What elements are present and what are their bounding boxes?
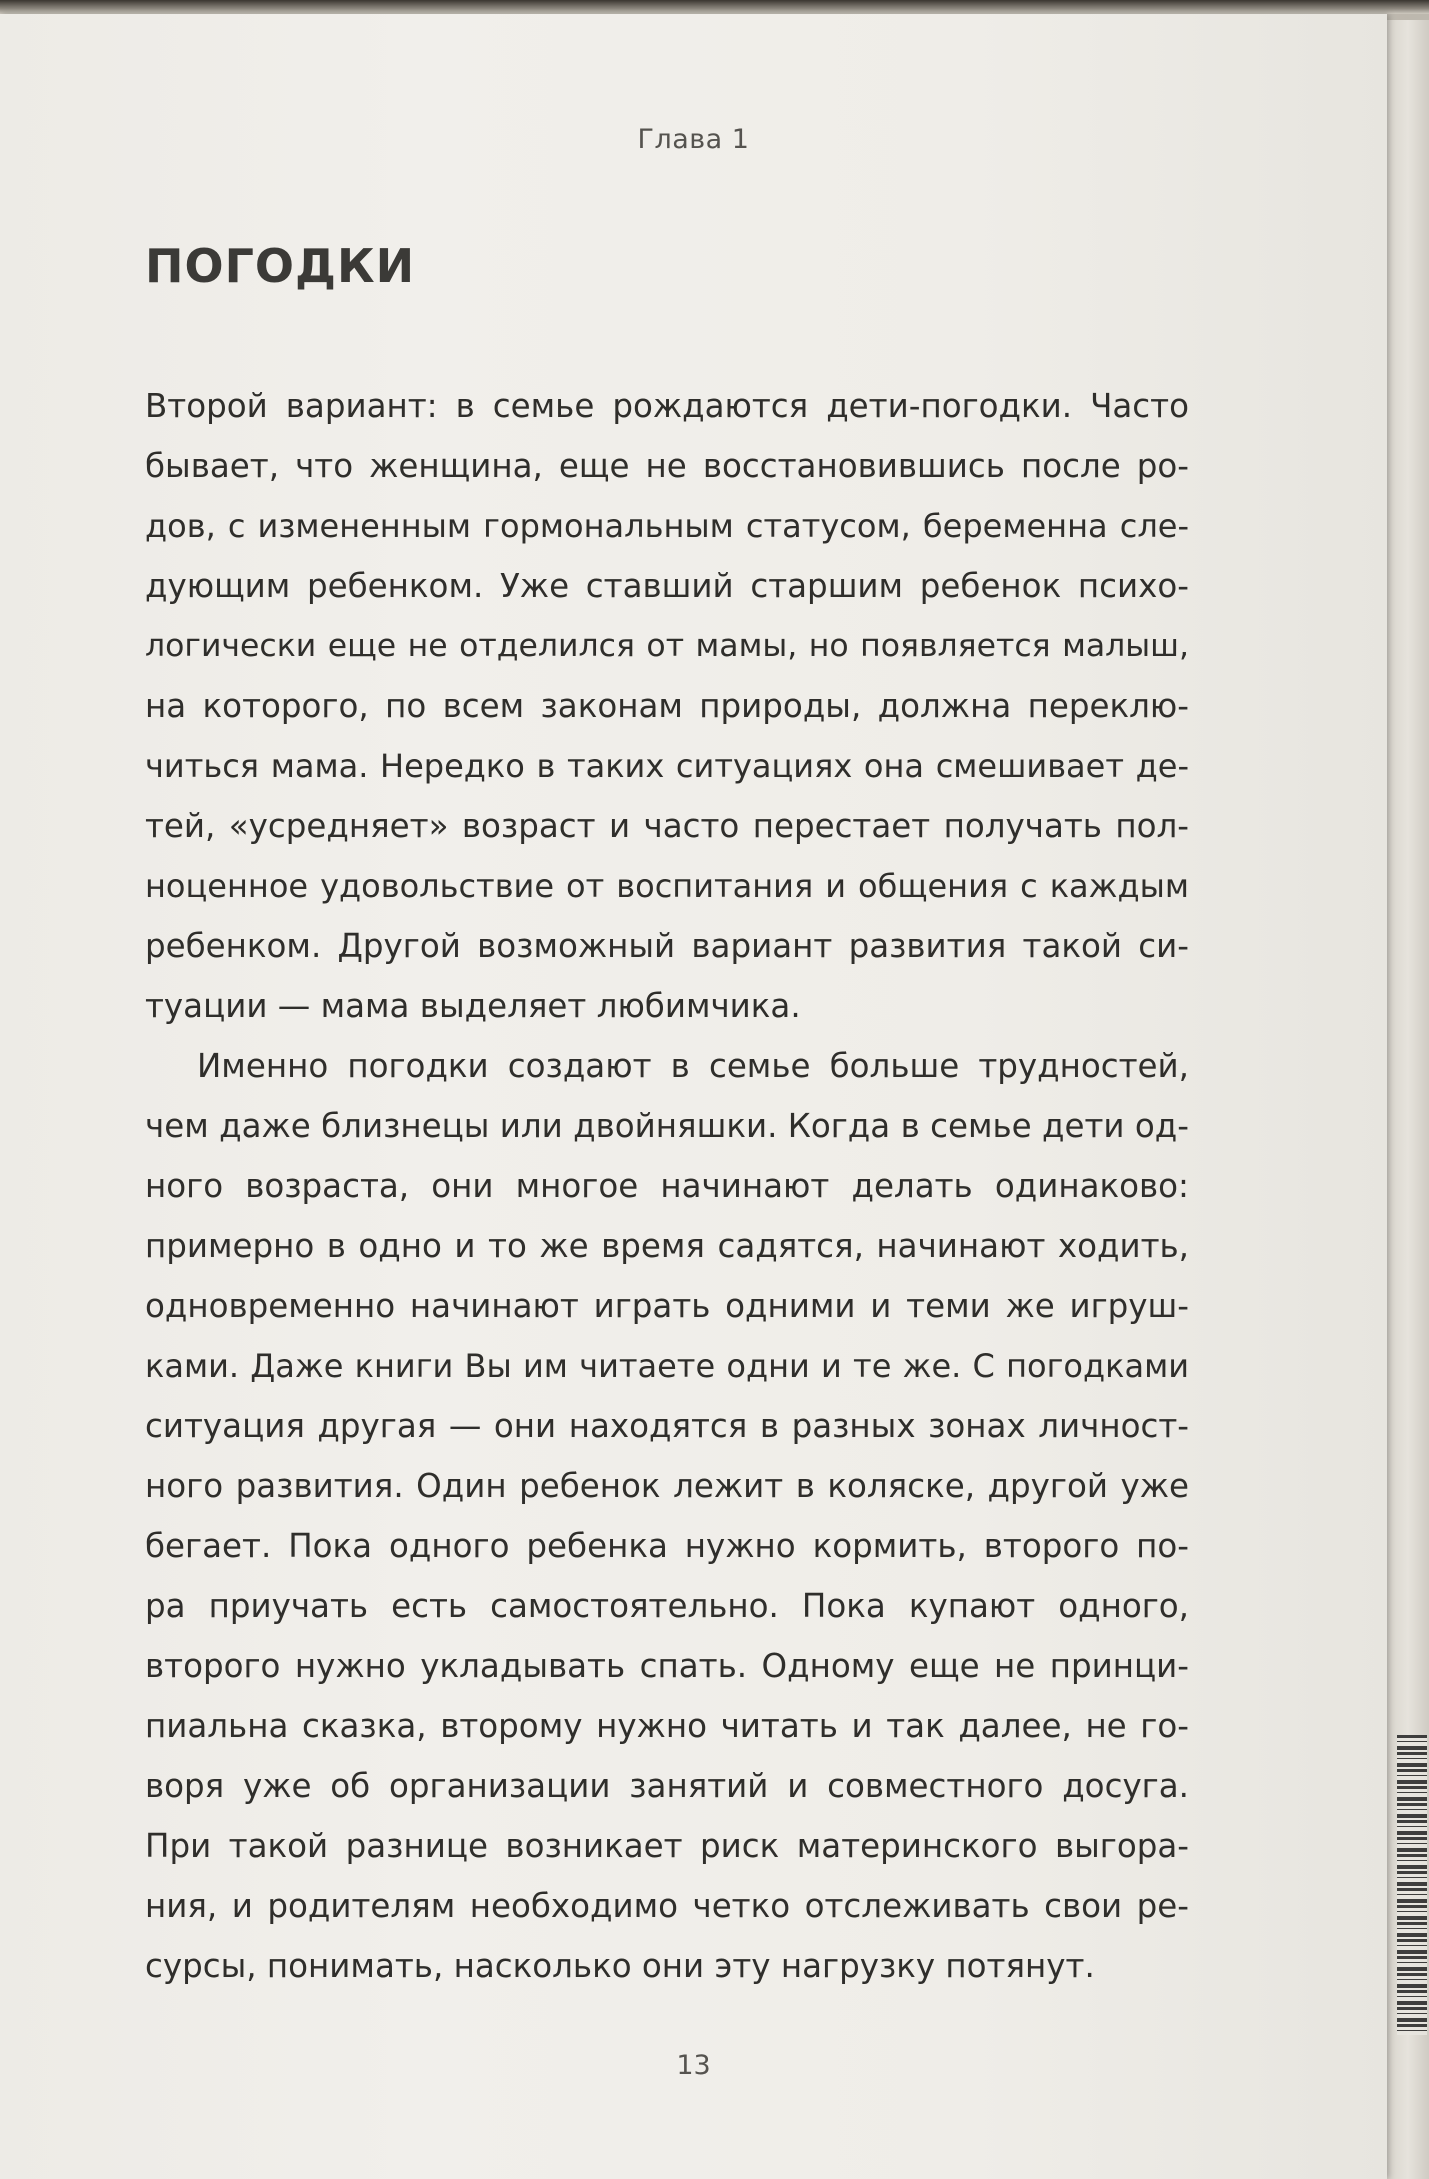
text-line: сурсы, понимать, насколько они эту нагрузку потянут. <box>145 1947 1095 1985</box>
text-line: бегает. Пока одного ребенка нужно кормить, второго по- <box>145 1527 1189 1565</box>
text-line: ния, и родителям необходимо четко отслеживать свои ре- <box>145 1887 1189 1925</box>
text-line: ребенком. Другой возможный вариант развития такой си- <box>145 927 1189 965</box>
text-line: ками. Даже книги Вы им читаете одни и те же. С погодками <box>145 1347 1189 1385</box>
paragraph-1 <box>145 376 1189 1036</box>
text-line: дов, с измененным гормональным статусом, беременна сле- <box>145 507 1189 545</box>
text-line: одновременно начинают играть одними и теми же игруш- <box>145 1287 1189 1325</box>
running-head: Глава 1 <box>637 124 750 155</box>
text-line: пиальна сказка, второму нужно читать и так далее, не го- <box>145 1707 1189 1745</box>
text-line: чем даже близнецы или двойняшки. Когда в семье дети од- <box>145 1107 1189 1145</box>
text-line: логически еще не отделился от мамы, но появляется малыш, <box>145 628 1189 664</box>
page-number: 13 <box>676 2050 711 2081</box>
book-page <box>0 14 1387 2179</box>
text-line: на которого, по всем законам природы, должна переклю- <box>145 687 1189 725</box>
text-line: воря уже об организации занятий и совместного досуга. <box>145 1767 1189 1805</box>
barcode-graphic <box>1397 1735 1427 2035</box>
body-text <box>145 376 1189 1996</box>
text-line: ситуация другая — они находятся в разных зонах личност- <box>145 1407 1189 1445</box>
text-line: читься мама. Нередко в таких ситуациях она смешивает де- <box>145 747 1189 785</box>
text-line: примерно в одно и то же время садятся, начинают ходить, <box>145 1227 1189 1265</box>
next-page-edge <box>1387 20 1429 2179</box>
text-line: бывает, что женщина, еще не восстановившись после ро- <box>145 447 1189 485</box>
page-top-edge <box>0 0 1429 14</box>
text-line: ра приучать есть самостоятельно. Пока купают одного, <box>145 1587 1189 1625</box>
text-line: При такой разнице возникает риск материнского выгора- <box>145 1827 1189 1865</box>
text-line: ноценное удовольствие от воспитания и общения с каждым <box>145 867 1189 905</box>
text-line: тей, «усредняет» возраст и часто перестает получать пол- <box>145 807 1189 845</box>
section-title: ПОГОДКИ <box>145 239 416 293</box>
text-line: Именно погодки создают в семье больше трудностей, <box>197 1047 1189 1085</box>
paragraph-2 <box>145 1036 1189 1996</box>
text-line: туации — мама выделяет любимчика. <box>145 987 801 1025</box>
text-line: ного развития. Один ребенок лежит в коляске, другой уже <box>145 1467 1189 1505</box>
text-line: ного возраста, они многое начинают делать одинаково: <box>145 1167 1189 1205</box>
text-line: второго нужно укладывать спать. Одному еще не принци- <box>145 1647 1189 1685</box>
text-line: Второй вариант: в семье рождаются дети-погодки. Часто <box>145 387 1189 425</box>
text-line: дующим ребенком. Уже ставший старшим ребенок психо- <box>145 567 1189 605</box>
